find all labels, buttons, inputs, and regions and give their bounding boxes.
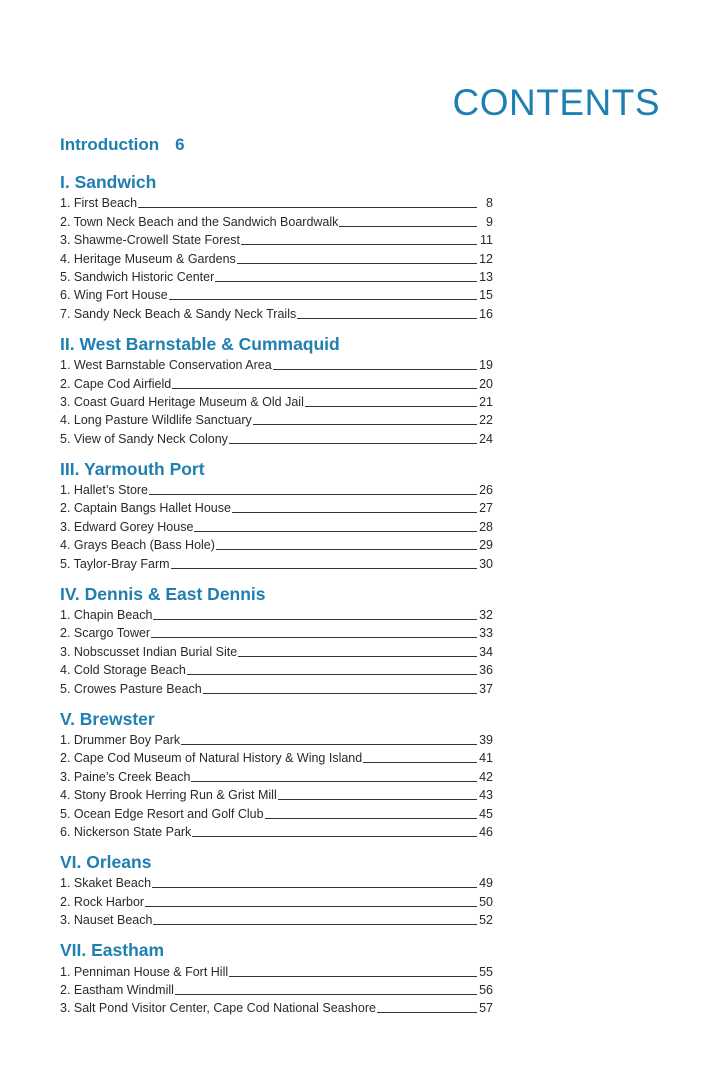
toc-section [60,172,513,322]
entry-label: 1. First Beach [60,196,138,211]
leader-line [192,836,477,837]
entry-page-number: 26 [479,483,493,498]
leader-line [151,637,477,638]
toc-entry [60,822,493,840]
entry-page-number: 37 [479,681,493,696]
entry-page-number: 16 [479,306,493,321]
leader-line [181,744,477,745]
toc-entry [60,267,493,285]
entry-label: 2. Cape Cod Museum of Natural History & Wing Island [60,751,363,766]
toc-section [60,459,513,572]
leader-line [273,369,477,370]
entry-label: 5. View of Sandy Neck Colony [60,431,228,446]
toc-entry [60,678,493,696]
entry-label: 1. Penniman House & Fort Hill [60,964,229,979]
leader-line [149,494,477,495]
leader-line [305,406,477,407]
entry-page-number: 55 [479,964,493,979]
toc-entry [60,891,493,909]
leader-line [363,762,477,763]
toc-entry [60,285,493,303]
leader-line [237,263,477,264]
toc-entry [60,480,493,498]
section-heading: V. Brewster [60,708,155,729]
toc-entry [60,498,493,516]
leader-line [138,207,477,208]
leader-line [377,1012,477,1013]
toc-entry [60,230,493,248]
entry-label: 1. Skaket Beach [60,876,152,891]
entry-page-number: 19 [479,358,493,373]
toc-sections [60,172,513,1028]
toc-entry [60,428,493,446]
leader-line [175,994,477,995]
entry-page-number: 34 [479,644,493,659]
entry-label: 2. Cape Cod Airfield [60,376,172,391]
leader-line [171,568,477,569]
entry-label: 4. Stony Brook Herring Run & Grist Mill [60,788,277,803]
toc-entry [60,410,493,428]
entry-page-number: 11 [480,233,493,248]
toc-entry [60,623,493,641]
toc-section [60,709,513,840]
entry-label: 1. West Barnstable Conservation Area [60,358,272,373]
entry-label: 6. Wing Fort House [60,288,168,303]
toc-section [60,852,513,928]
entry-label: 5. Crowes Pasture Beach [60,681,202,696]
entry-label: 1. Hallet’s Store [60,483,149,498]
leader-line [339,226,477,227]
entry-label: 6. Nickerson State Park [60,824,192,839]
toc-entry [60,355,493,373]
entry-label: 1. Chapin Beach [60,608,153,623]
leader-line [215,281,477,282]
toc-entry [60,303,493,321]
entry-page-number: 9 [486,214,493,229]
toc-entry [60,998,493,1016]
entry-page-number: 30 [479,556,493,571]
entry-page-number: 13 [479,269,493,284]
leader-line [253,424,477,425]
entry-label: 4. Cold Storage Beach [60,663,186,678]
entry-label: 7. Sandy Neck Beach & Sandy Neck Trails [60,306,297,321]
toc-entry [60,373,493,391]
leader-line [229,976,477,977]
toc-entry [60,730,493,748]
leader-line [169,299,477,300]
leader-line [238,656,477,657]
leader-line [216,549,477,550]
entry-page-number: 29 [479,538,493,553]
entry-label: 3. Nobscusset Indian Burial Site [60,644,238,659]
entry-label: 3. Salt Pond Visitor Center, Cape Cod National Seashore [60,1001,376,1016]
entry-label: 5. Sandwich Historic Center [60,269,215,284]
section-heading: III. Yarmouth Port [60,458,205,479]
leader-line [203,693,477,694]
section-heading: VI. Orleans [60,851,152,872]
intro-label: Introduction [60,135,160,154]
leader-line [232,512,477,513]
entry-page-number: 46 [479,824,493,839]
entry-label: 2. Scargo Tower [60,626,151,641]
toc-entry [60,910,493,928]
entry-page-number: 41 [479,751,493,766]
entry-page-number: 36 [479,663,493,678]
entry-page-number: 15 [479,288,493,303]
leader-line [145,906,477,907]
entry-label: 5. Taylor-Bray Farm [60,556,170,571]
entry-label: 4. Long Pasture Wildlife Sanctuary [60,413,252,428]
toc-entry [60,535,493,553]
toc-entry [60,553,493,571]
entry-page-number: 52 [479,913,493,928]
leader-line [191,781,477,782]
toc-entry [60,392,493,410]
toc-entry [60,803,493,821]
entry-page-number: 27 [479,501,493,516]
toc-entry [60,873,493,891]
leader-line [265,818,477,819]
toc-intro [60,135,185,155]
entry-page-number: 22 [479,413,493,428]
entry-page-number: 43 [479,788,493,803]
toc-entry [60,785,493,803]
entry-label: 4. Grays Beach (Bass Hole) [60,538,215,553]
section-heading: I. Sandwich [60,172,157,192]
toc-entry [60,248,493,266]
entry-page-number: 45 [479,806,493,821]
toc-entry [60,748,493,766]
entry-page-number: 42 [479,769,493,784]
entry-page-number: 39 [479,732,493,747]
leader-line [153,619,477,620]
entry-label: 3. Shawme-Crowell State Forest [60,233,240,248]
entry-page-number: 57 [479,1001,493,1016]
entry-page-number: 24 [479,431,493,446]
entry-page-number: 20 [479,376,493,391]
entry-label: 4. Heritage Museum & Gardens [60,251,236,266]
toc-entry [60,641,493,659]
leader-line [153,924,477,925]
toc-section [60,940,513,1016]
entry-label: 3. Paine’s Creek Beach [60,769,191,784]
entry-page-number: 32 [479,608,493,623]
toc-entry [60,766,493,784]
toc-section [60,584,513,697]
entry-page-number: 33 [479,626,493,641]
entry-page-number: 49 [479,876,493,891]
entry-label: 3. Edward Gorey House [60,519,194,534]
leader-line [194,531,477,532]
leader-line [152,887,477,888]
entry-page-number: 50 [479,894,493,909]
intro-page: 6 [175,135,185,154]
leader-line [241,244,477,245]
toc-entry [60,961,493,979]
leader-line [297,318,477,319]
toc-section [60,334,513,447]
toc-entry [60,516,493,534]
section-heading: II. West Barnstable & Cummaquid [60,333,340,354]
entry-label: 2. Town Neck Beach and the Sandwich Boardwalk [60,214,339,229]
leader-line [187,674,477,675]
leader-line [229,443,477,444]
entry-page-number: 28 [479,519,493,534]
entry-page-number: 8 [486,196,493,211]
toc-entry [60,660,493,678]
entry-page-number: 12 [479,251,493,266]
toc-entry [60,193,493,211]
page-title: CONTENTS [452,82,660,123]
section-heading: IV. Dennis & East Dennis [60,583,266,604]
toc-entry [60,980,493,998]
entry-label: 5. Ocean Edge Resort and Golf Club [60,806,264,821]
entry-label: 1. Drummer Boy Park [60,732,181,747]
entry-label: 3. Coast Guard Heritage Museum & Old Jail [60,394,304,409]
entry-label: 3. Nauset Beach [60,913,153,928]
entry-page-number: 21 [479,394,493,409]
entry-label: 2. Captain Bangs Hallet House [60,501,231,516]
leader-line [278,799,477,800]
entry-label: 2. Eastham Windmill [60,982,174,997]
toc-entry [60,605,493,623]
leader-line [172,388,477,389]
section-heading: VII. Eastham [60,940,165,961]
entry-label: 2. Rock Harbor [60,894,145,909]
entry-page-number: 56 [479,982,493,997]
toc-entry [60,211,493,229]
